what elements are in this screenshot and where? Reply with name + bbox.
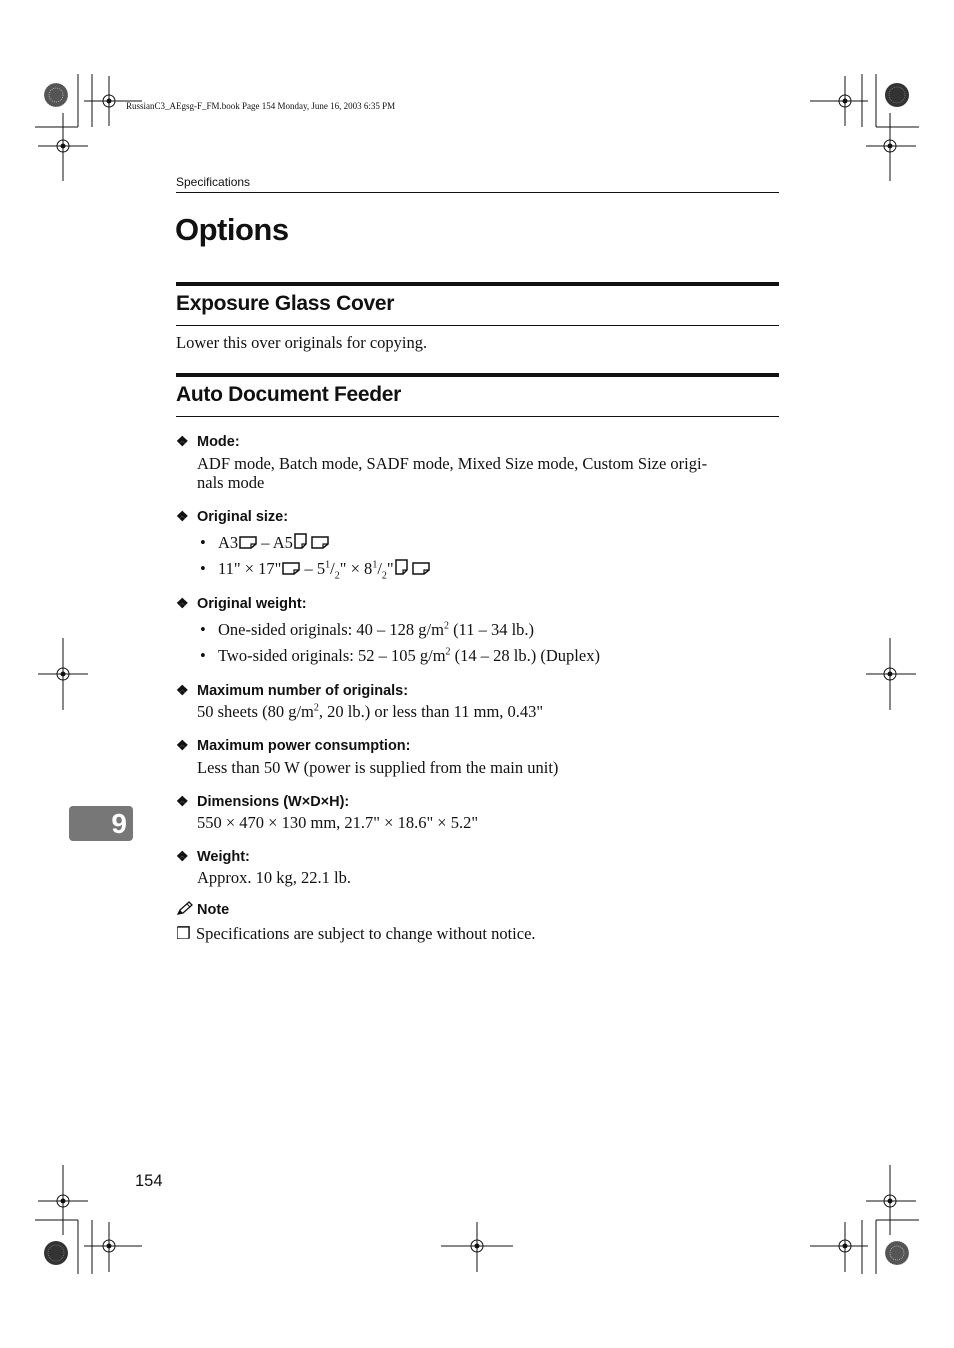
spec-value-mode-cont: nals mode — [197, 473, 265, 492]
diamond-icon: ❖ — [176, 737, 189, 753]
spec-label-mode: ❖ Mode: — [176, 433, 240, 450]
diamond-icon: ❖ — [176, 682, 189, 698]
spec-value-mode: ADF mode, Batch mode, SADF mode, Mixed Size mode, Custom Size origi- — [197, 454, 708, 473]
list-item: • A3 – A5 — [200, 533, 329, 553]
bullet-icon: • — [200, 533, 206, 552]
spec-value-max-originals: 50 sheets (80 $g/m^2$, 20 lb.) or less than 11 mm, 0.43" — [197, 702, 544, 721]
running-head: Specifications — [176, 175, 251, 189]
note-heading: Note — [176, 901, 229, 918]
list-item: • 11" × 17" – $5^1/_2$" × $8^1/_2$" — [200, 559, 430, 579]
portrait-orientation-icon — [294, 533, 307, 549]
spec-label-max-originals: ❖ Maximum number of originals: — [176, 682, 409, 699]
glass-description: Lower this over originals for copying. — [176, 333, 428, 352]
spec-value-weight: Approx. 10 kg, 22.1 lb. — [197, 868, 351, 887]
spec-label-power: ❖ Maximum power consumption: — [176, 737, 411, 754]
bullet-icon: • — [200, 559, 206, 578]
landscape-orientation-icon — [311, 536, 329, 549]
spec-label-original-weight: ❖ Original weight: — [176, 595, 307, 612]
section-heading-glass: Exposure Glass Cover — [176, 292, 395, 315]
spec-label-dimensions: ❖ Dimensions (W×D×H): — [176, 793, 350, 810]
list-item: • Two-sided originals: 52 – 105 $g/m^2$ (14 – 28 lb.) (Duplex) — [200, 646, 600, 665]
diamond-icon: ❖ — [176, 433, 189, 449]
section-rule-top — [176, 373, 779, 377]
section-heading-adf: Auto Document Feeder — [176, 383, 402, 406]
bullet-icon: • — [200, 620, 206, 639]
portrait-orientation-icon — [395, 559, 408, 575]
page-number: 154 — [135, 1172, 163, 1190]
spec-value-dimensions: 550 × 470 × 130 mm, 21.7" × 18.6" × 5.2" — [197, 813, 479, 832]
list-item: • One-sided originals: 40 – 128 $g/m^2$ (11 – 34 lb.) — [200, 620, 535, 639]
spec-label-original-size: ❖ Original size: — [176, 508, 289, 525]
diamond-icon: ❖ — [176, 595, 189, 611]
spec-label-weight: ❖ Weight: — [176, 848, 250, 865]
spec-value-power: Less than 50 W (power is supplied from the main unit) — [197, 758, 559, 777]
file-info: RussianC3_AEgsg-F_FM.book Page 154 Monday, June 16, 2003 6:35 PM — [126, 101, 396, 111]
checkbox-icon: ❒ — [176, 924, 191, 943]
landscape-orientation-icon — [239, 536, 257, 549]
bullet-icon: • — [200, 646, 206, 665]
section-rule-top — [176, 282, 779, 286]
diamond-icon: ❖ — [176, 508, 189, 524]
section-rule-bottom — [176, 416, 779, 417]
section-rule-bottom — [176, 325, 779, 326]
pencil-icon — [176, 901, 194, 916]
diamond-icon: ❖ — [176, 793, 189, 809]
header-rule — [176, 192, 779, 193]
diamond-icon: ❖ — [176, 848, 189, 864]
note-item: ❒ Specifications are subject to change without notice. — [176, 924, 536, 943]
landscape-orientation-icon — [412, 562, 430, 575]
page-title: Options — [175, 212, 289, 247]
chapter-tab: 9 — [69, 806, 133, 841]
landscape-orientation-icon — [282, 562, 300, 575]
